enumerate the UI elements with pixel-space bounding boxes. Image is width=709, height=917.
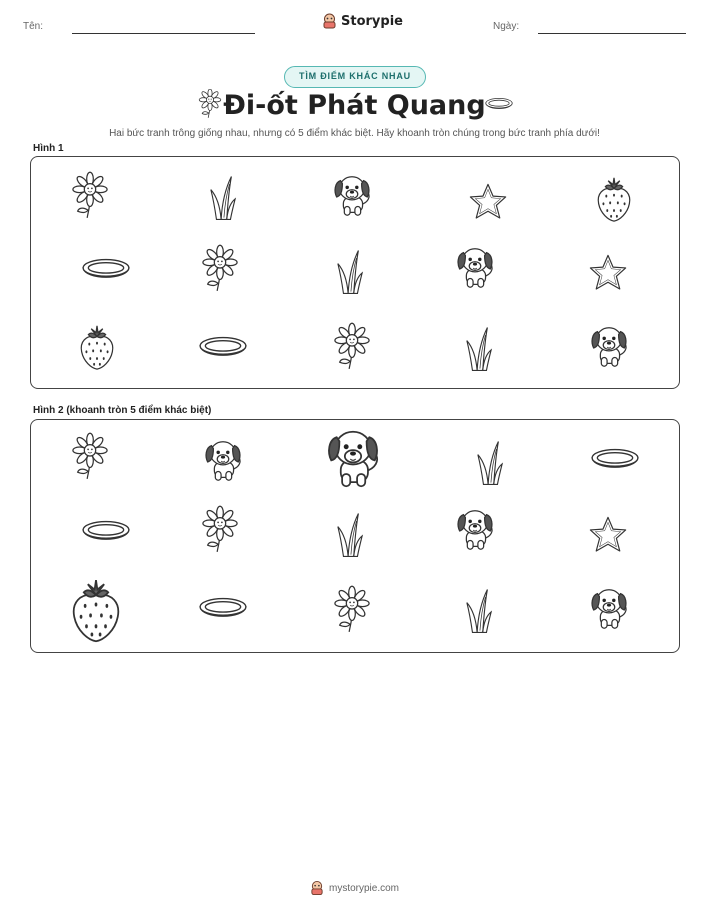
activity-badge: TÌM ĐIỂM KHÁC NHAU: [284, 66, 426, 88]
p1-r3-puppy-icon[interactable]: [584, 323, 634, 371]
p2-r2-dish-icon[interactable]: [80, 517, 132, 549]
footer: [0, 880, 709, 896]
p1-r2-dish-icon[interactable]: [80, 255, 132, 287]
p1-r2-flower-icon[interactable]: [201, 244, 239, 294]
picture2-label: Hình 2 (khoanh tròn 5 điểm khác biệt): [33, 405, 212, 416]
p1-r3-strawberry-icon[interactable]: [77, 323, 117, 371]
p1-r3-flower-icon[interactable]: [333, 322, 371, 372]
p2-r2-grass-icon[interactable]: [336, 511, 364, 559]
brand: [322, 13, 403, 29]
date-line[interactable]: [538, 33, 686, 34]
p2-r3-puppy-icon[interactable]: [584, 585, 634, 633]
name-label: Tên:: [23, 21, 44, 32]
p2-r2-puppy-icon[interactable]: [450, 506, 500, 554]
brand-name: Storypie: [341, 13, 403, 29]
footer-site[interactable]: mystorypie.com: [328, 882, 399, 894]
p1-r3-grass-icon[interactable]: [465, 325, 493, 373]
date-label: Ngày:: [493, 21, 520, 32]
instructions: Hai bức tranh trông giống nhau, nhưng có 5 điểm khác biệt. Hãy khoanh tròn chúng trong bức tranh phía dưới!: [109, 128, 600, 139]
storypie-logo-icon: [322, 13, 337, 29]
title-flower-icon: [198, 89, 222, 119]
storypie-logo-icon: [310, 880, 324, 896]
p1-r1-strawberry-icon[interactable]: [594, 175, 634, 223]
p1-r3-dish-icon[interactable]: [197, 333, 249, 365]
page-title: Đi-ốt Phát Quang: [223, 90, 486, 121]
p1-r2-star-icon[interactable]: [587, 252, 629, 294]
p2-r2-flower-icon[interactable]: [201, 505, 239, 555]
p1-r1-flower-icon[interactable]: [71, 171, 109, 221]
p1-r1-star-icon[interactable]: [467, 181, 509, 223]
p1-r1-puppy-icon[interactable]: [327, 172, 377, 220]
name-line[interactable]: [72, 33, 255, 34]
p2-r1-dish-icon[interactable]: [589, 445, 641, 477]
p2-r3-large-strawberry-icon[interactable]: [68, 576, 124, 644]
p2-r3-dish-icon[interactable]: [197, 594, 249, 626]
p2-r1-flower-icon[interactable]: [71, 432, 109, 482]
p1-r1-grass-icon[interactable]: [209, 174, 237, 222]
p2-r2-star-icon[interactable]: [587, 514, 629, 556]
p2-r3-grass-icon[interactable]: [465, 587, 493, 635]
p2-r1-puppy-icon[interactable]: [198, 437, 248, 485]
p1-r2-puppy-icon[interactable]: [450, 244, 500, 292]
p2-r3-flower-icon[interactable]: [333, 585, 371, 635]
p2-r1-large-puppy-icon[interactable]: [318, 425, 388, 493]
p2-r1-grass-icon[interactable]: [476, 439, 504, 487]
p1-r2-grass-icon[interactable]: [336, 248, 364, 296]
title-dish-icon: [483, 96, 515, 114]
picture1-label: Hình 1: [33, 143, 64, 154]
